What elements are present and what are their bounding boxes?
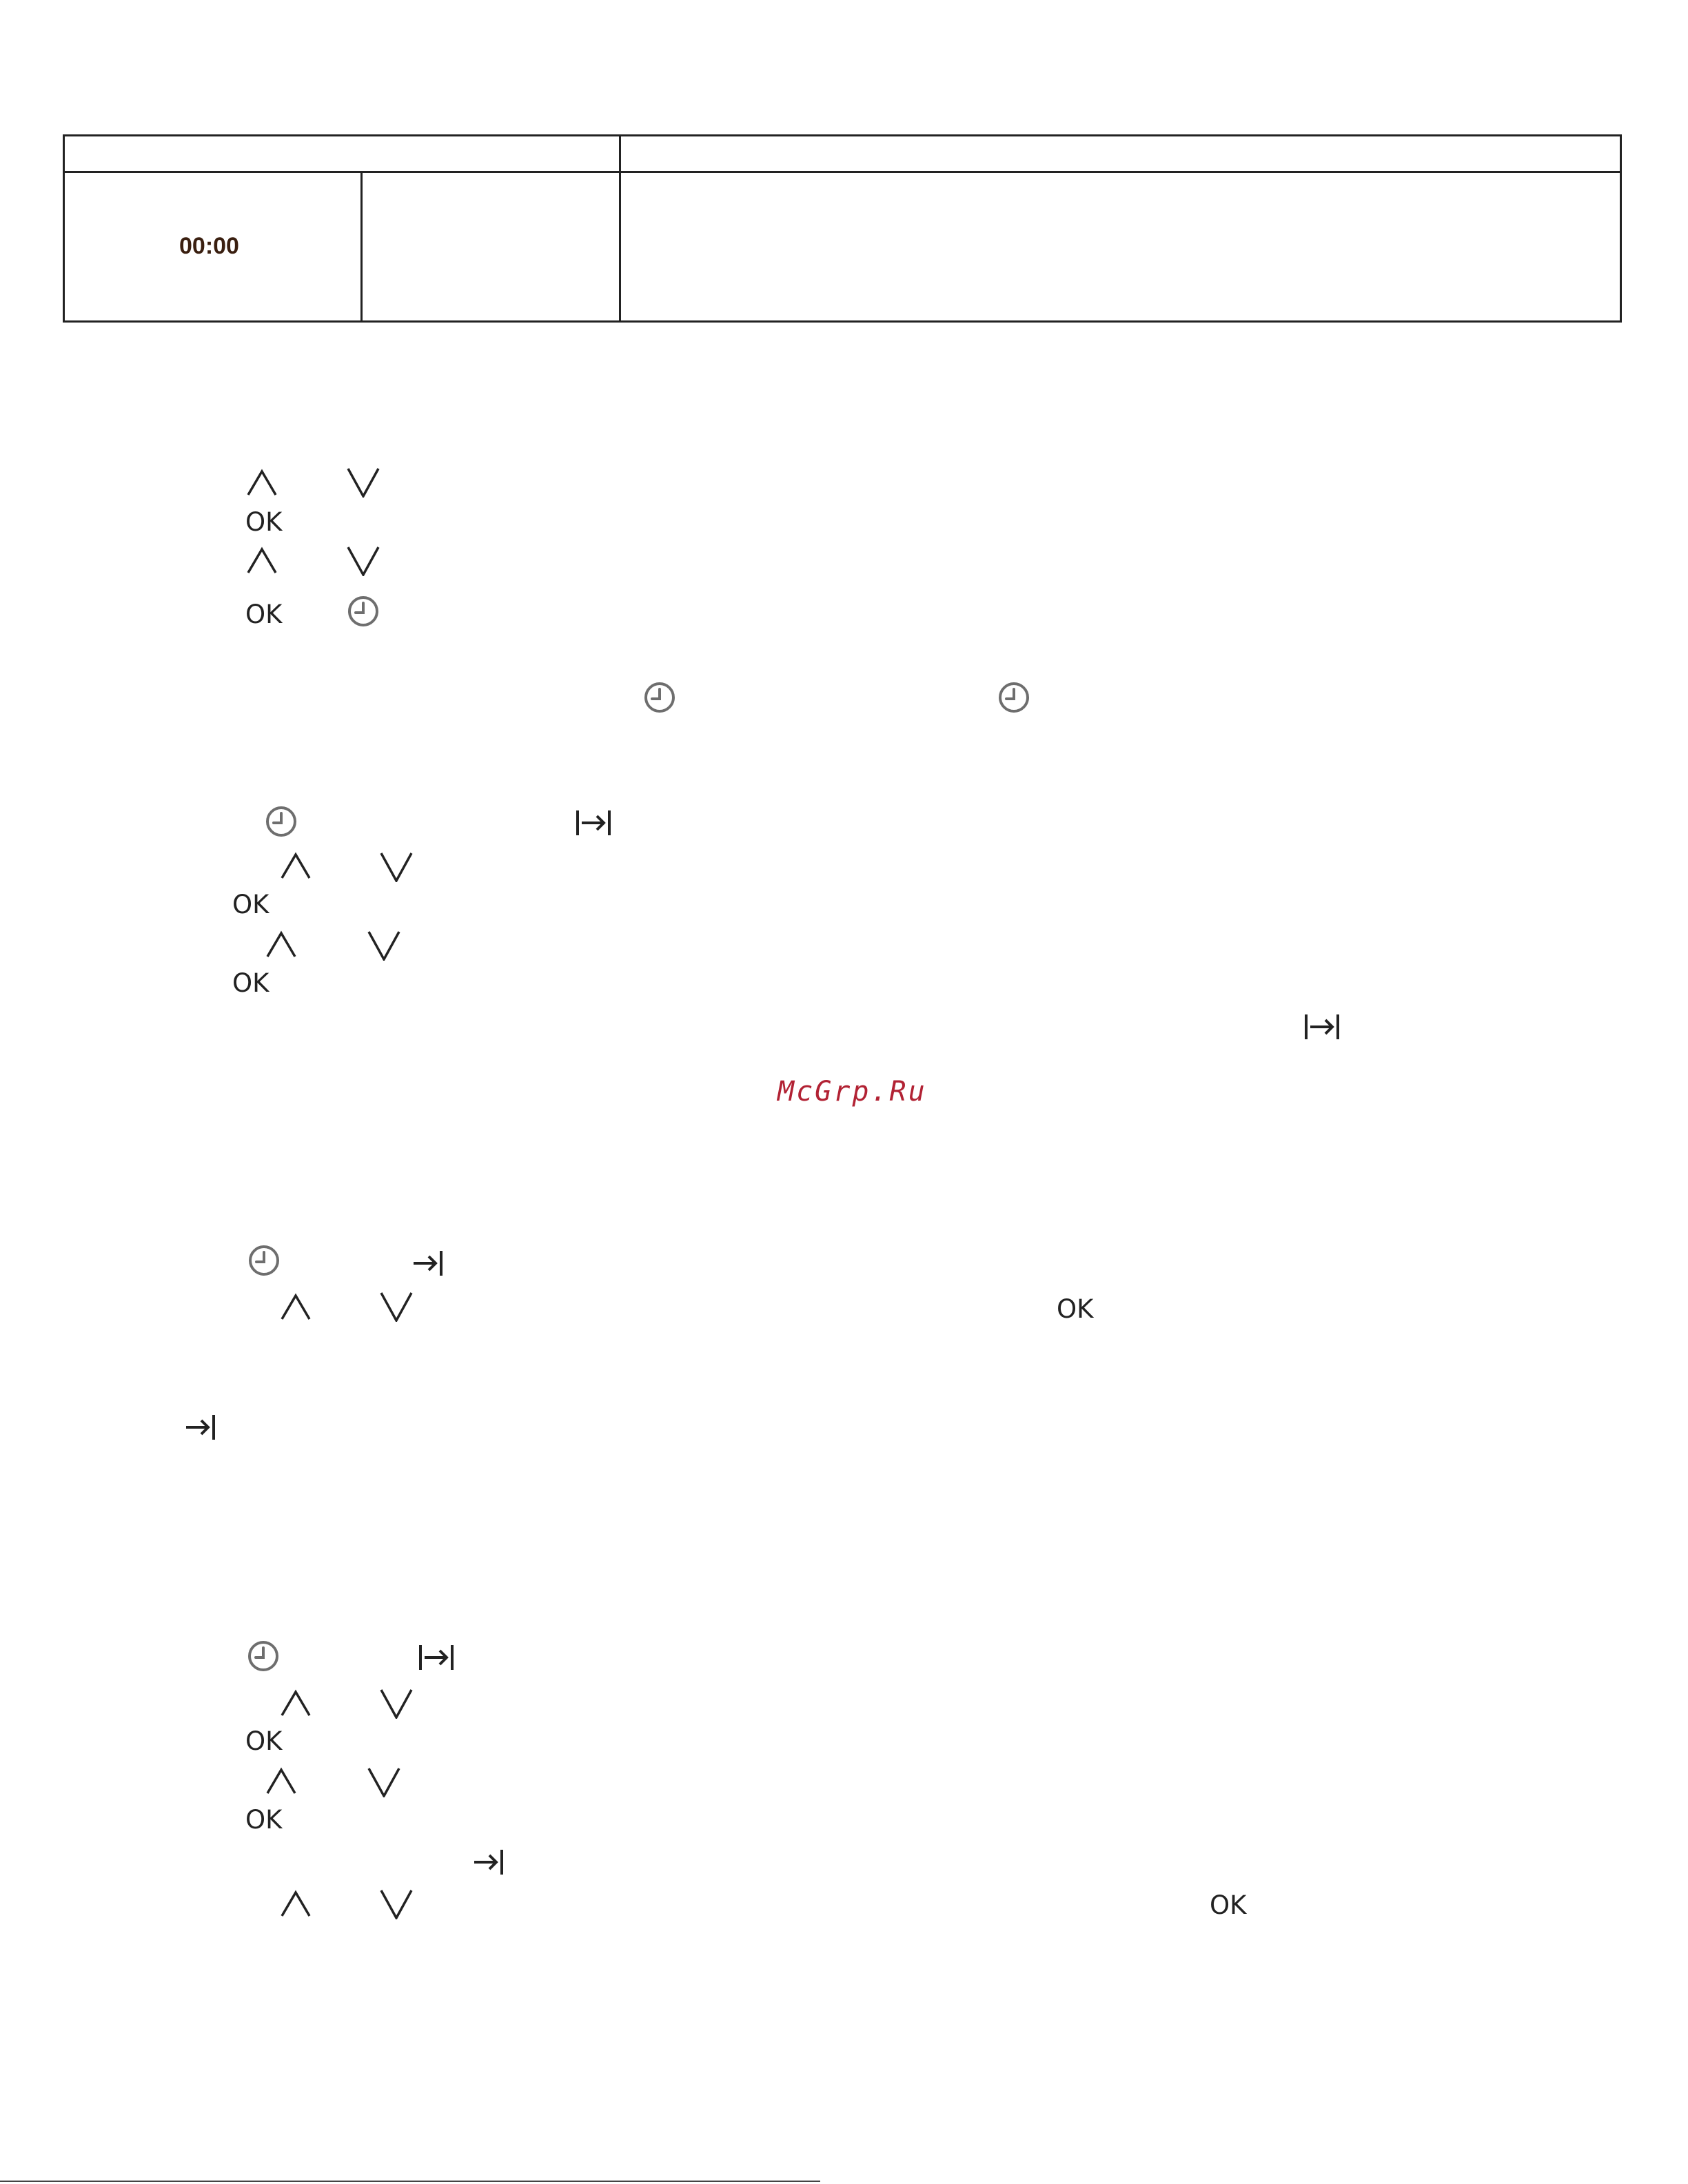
end-time-icon (473, 1848, 506, 1876)
end-time-icon (412, 1249, 445, 1277)
duration-icon (1303, 1013, 1342, 1041)
footer-rule (0, 2181, 820, 2182)
table-header-rule (63, 171, 1622, 173)
duration-icon (418, 1644, 456, 1671)
settings-table (63, 134, 1622, 323)
ok-button-label: OK (1057, 1294, 1094, 1324)
chevron-down-icon (380, 852, 413, 882)
ok-button-label: OK (245, 507, 283, 537)
chevron-down-icon (367, 1767, 400, 1797)
ok-button-label: OK (232, 968, 270, 998)
end-time-icon (185, 1414, 218, 1441)
chevron-up-icon (266, 930, 296, 958)
time-display-value: 00:00 (179, 233, 239, 259)
chevron-up-icon (247, 547, 277, 574)
chevron-up-icon (247, 469, 277, 496)
chevron-up-icon (281, 1890, 311, 1917)
chevron-down-icon (380, 1889, 413, 1919)
chevron-up-icon (281, 1293, 311, 1320)
chevron-down-icon (380, 1292, 413, 1322)
clock-icon (643, 681, 676, 714)
ok-button-label: OK (232, 890, 270, 919)
ok-button-label: OK (245, 1805, 283, 1835)
chevron-up-icon (281, 1689, 311, 1717)
chevron-down-icon (347, 546, 380, 576)
chevron-up-icon (266, 1767, 296, 1795)
ok-button-label: OK (1210, 1890, 1247, 1920)
clock-icon (247, 1640, 280, 1673)
clock-icon (265, 805, 298, 838)
duration-icon (575, 809, 613, 837)
chevron-down-icon (380, 1688, 413, 1719)
clock-icon (997, 681, 1030, 714)
clock-icon (347, 595, 380, 628)
ok-button-label: OK (245, 600, 283, 629)
ok-button-label: OK (245, 1726, 283, 1756)
table-subcolumn-divider (360, 171, 363, 323)
clock-icon (247, 1244, 281, 1277)
watermark-text: McGrp.Ru (777, 1076, 927, 1108)
chevron-down-icon (367, 930, 400, 961)
chevron-down-icon (347, 467, 380, 498)
chevron-up-icon (281, 852, 311, 879)
table-column-divider (619, 134, 621, 323)
